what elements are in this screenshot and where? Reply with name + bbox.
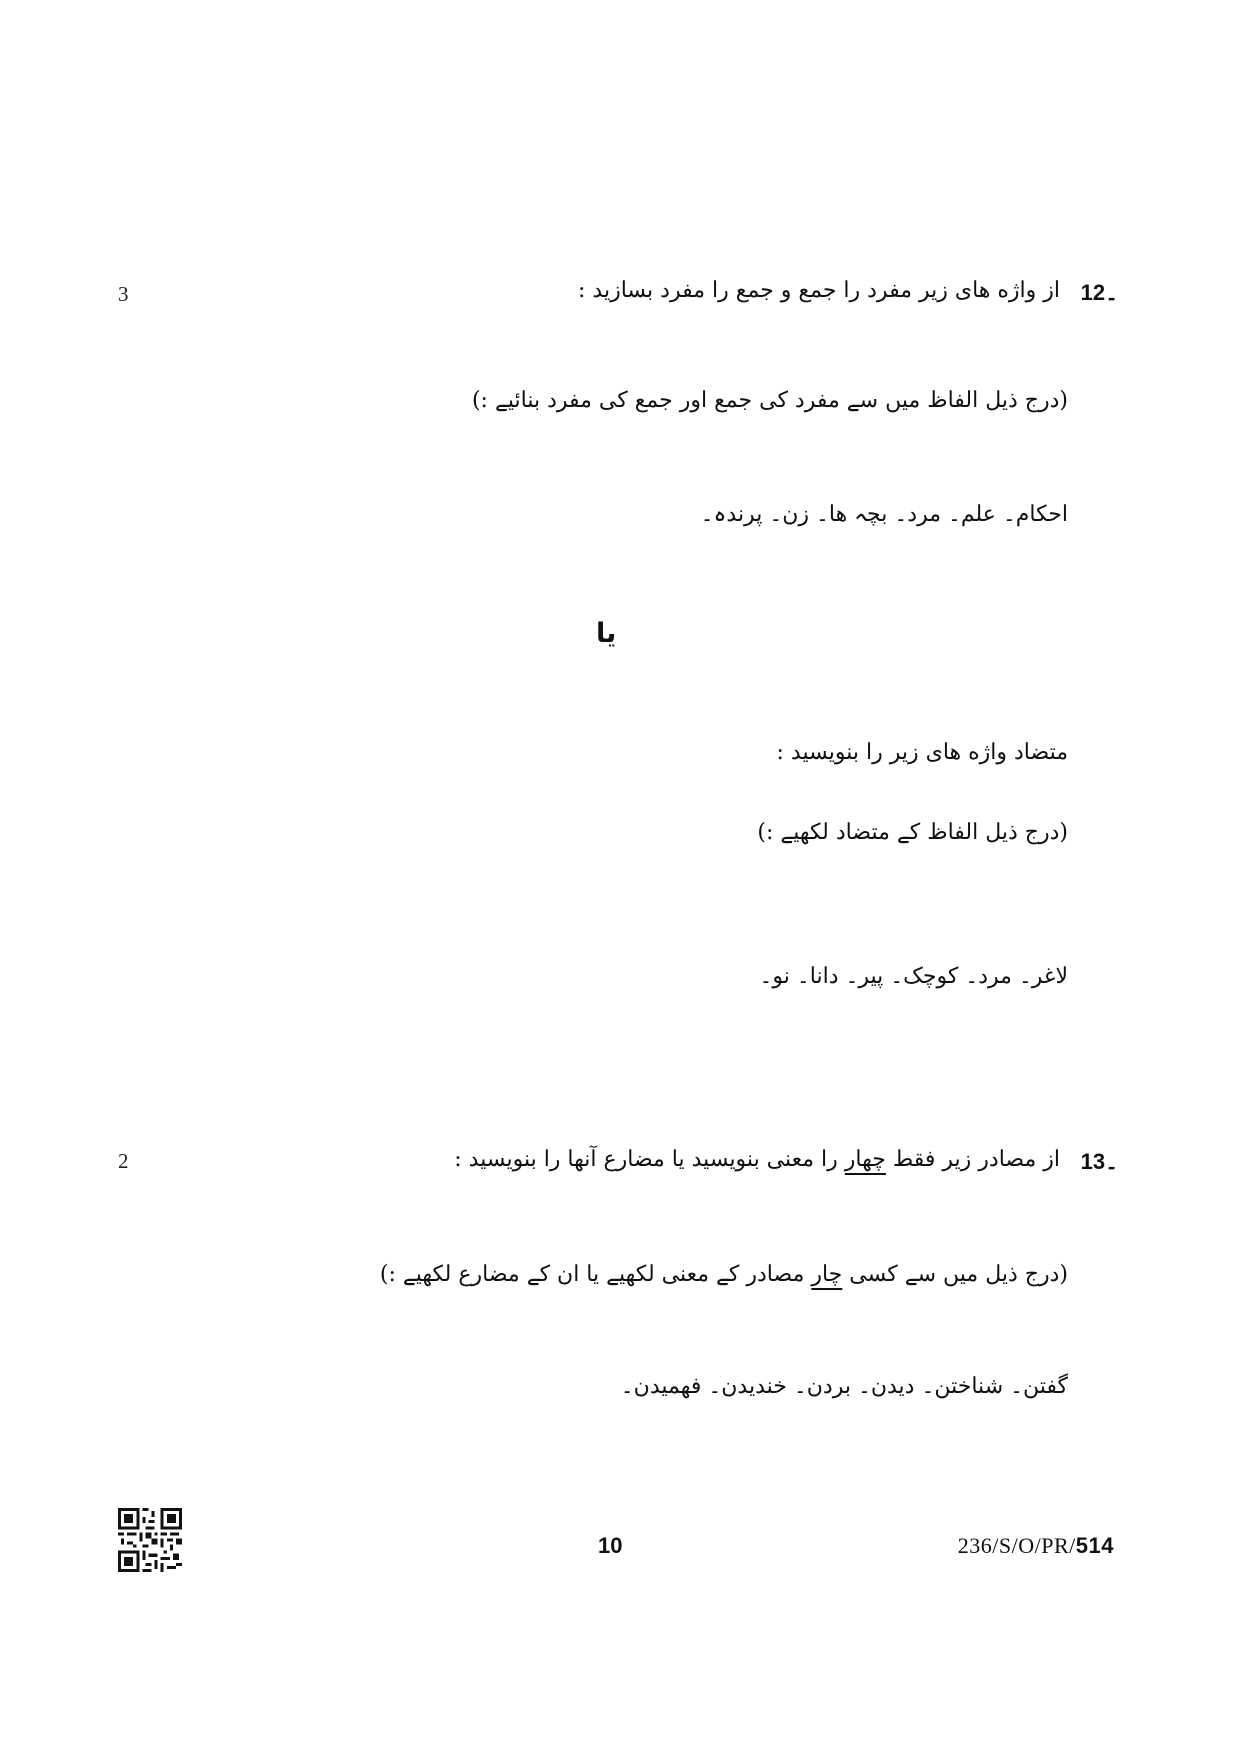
q12-number: 12۔ bbox=[1080, 280, 1118, 305]
q13-number-value: 13 bbox=[1080, 1149, 1106, 1174]
page-number: 10 bbox=[598, 1533, 623, 1558]
q13-marks: 2 bbox=[118, 1149, 129, 1173]
q13-instruction-persian-after: را معنی بنویسید یا مضارع آنها را بنویسید : bbox=[454, 1147, 838, 1172]
paper-code-bold: 514 bbox=[1075, 1533, 1114, 1558]
paper-code bbox=[958, 1533, 1114, 1559]
q12-number-value: 12 bbox=[1080, 280, 1106, 305]
q12-or-label: یا bbox=[596, 618, 617, 649]
q13-instruction-persian-before: از مصادر زیر فقط bbox=[892, 1147, 1060, 1172]
q13-instruction-persian-underlined: چهار bbox=[844, 1147, 886, 1172]
q12-alt-words: لاغر۔ مرد۔ کوچک۔ پیر۔ دانا۔ نو۔ bbox=[759, 964, 1068, 989]
qr-code-icon bbox=[118, 1508, 182, 1572]
q13-instruction-urdu-after: مصادر کے معنی لکھیے یا ان کے مضارع لکھیے :) bbox=[379, 1262, 805, 1287]
q12-marks: 3 bbox=[118, 282, 129, 306]
q13-instruction-urdu-underlined: چار bbox=[811, 1262, 843, 1287]
q13-instruction-urdu bbox=[380, 1262, 1068, 1288]
q12-alt-instruction-persian: متضاد واژه های زیر را بنویسید : bbox=[776, 740, 1068, 765]
q12-words: احکام۔ علم۔ مرد۔ بچہ ھا۔ زن۔ پرندہ۔ bbox=[700, 502, 1068, 527]
q12-instruction-urdu: (درج ذیل الفاظ میں سے مفرد کی جمع اور جمع کی مفرد بنائیے :) bbox=[471, 388, 1068, 413]
q13-words: گفتن۔ شناختن۔ دیدن۔ بردن۔ خندیدن۔ فهمیدن۔ bbox=[620, 1374, 1068, 1399]
q12-alt-instruction-urdu: (درج ذیل الفاظ کے متضاد لکھیے :) bbox=[757, 820, 1068, 845]
q12-instruction-persian: از واژه های زیر مفرد را جمع و جمع را مفرد بسازید : bbox=[578, 278, 1060, 303]
q13-instruction-urdu-before: (درج ذیل میں سے کسی bbox=[849, 1262, 1068, 1287]
q13-number: 13۔ bbox=[1080, 1149, 1118, 1174]
paper-code-prefix: 236/S/O/PR/ bbox=[957, 1533, 1076, 1558]
q13-instruction-persian bbox=[454, 1147, 1060, 1173]
